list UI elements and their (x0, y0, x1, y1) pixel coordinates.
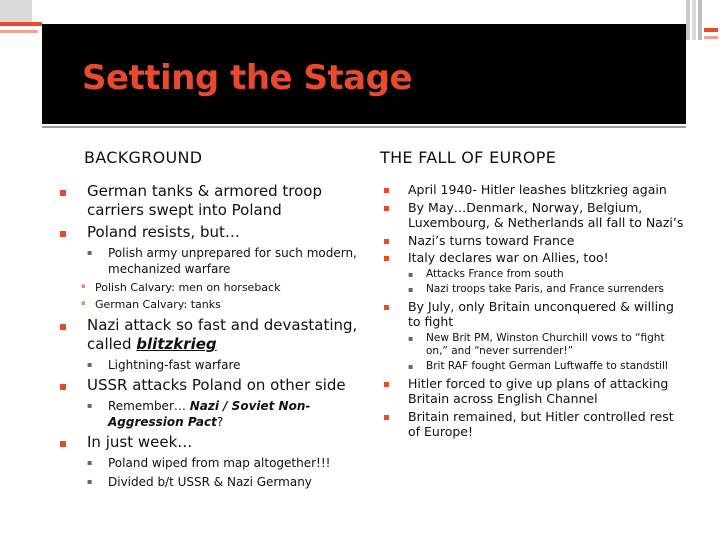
list-item (60, 316, 360, 354)
sub-bullet-icon: ▪ (87, 359, 93, 369)
sub-list-item-text: Divided b/t USSR & Nazi Germany (108, 475, 312, 489)
sub-sub-bullet-icon: ▪ (81, 281, 86, 290)
sub-sub-bullet-icon: ▪ (81, 298, 86, 307)
list-item-text: Hitler forced to give up plans of attacking Britain across English Channel (408, 375, 669, 406)
list-item-text: USSR attacks Poland on other side (87, 376, 346, 394)
list-item (60, 223, 360, 242)
list-item (60, 376, 360, 395)
list-item-text: April 1940- Hitler leashes blitzkrieg again (408, 182, 667, 197)
sub-bullet-icon: ▪ (87, 457, 93, 467)
list-item-text: Nazi’s turns toward France (408, 232, 575, 248)
sub-bullet-icon: ▪ (408, 334, 414, 344)
list-item-text: In just week… (87, 433, 193, 451)
sub-bullet-icon: ▪ (87, 476, 93, 486)
sub-sub-list-item (81, 297, 360, 312)
left-column-heading: BACKGROUND (84, 148, 203, 167)
sub-bullet-icon: ▪ (87, 247, 93, 257)
sub-list-item (87, 357, 360, 373)
sub-list-item-text: ? (216, 415, 224, 429)
right-column-heading: THE FALL OF EUROPE (380, 148, 557, 167)
blitzkrieg-term: blitzkrieg (136, 335, 217, 353)
sub-bullet-icon: ▪ (408, 362, 414, 372)
list-item-text: Britain remained, but Hitler controlled rest of Europe! (408, 408, 674, 439)
bullet-icon (384, 256, 389, 261)
bullet-icon (384, 188, 389, 193)
sub-list-item (408, 283, 684, 296)
sub-list-item-text: Brit RAF fought German Luftwaffe to standstill (426, 359, 668, 372)
bullet-icon (384, 206, 389, 211)
list-item (384, 250, 684, 266)
list-item-text: German tanks & armored troop carriers swept into Poland (87, 182, 322, 219)
sub-list-item-text: Polish army unprepared for such modern, mechanized warfare (108, 246, 357, 276)
sub-list-item (408, 332, 684, 358)
list-item (384, 200, 684, 231)
bullet-icon (384, 305, 389, 310)
sub-bullet-icon: ▪ (87, 400, 93, 410)
sub-list-item (87, 474, 360, 490)
list-item-text: By May…Denmark, Norway, Belgium, Luxembourg, & Netherlands all fall to Nazi’s (408, 199, 684, 230)
bullet-icon (60, 384, 66, 390)
list-item-text: Poland resists, but… (87, 223, 240, 241)
sub-list-item-text: Lightning-fast warfare (108, 358, 241, 372)
list-item (384, 376, 684, 407)
title-divider (42, 126, 686, 128)
list-item (60, 433, 360, 452)
sub-list-item (87, 455, 360, 471)
bullet-icon (384, 415, 389, 420)
sub-sub-list-item-text: German Calvary: tanks (95, 298, 221, 311)
sub-list-item-text: Remember… (108, 399, 190, 413)
list-item-text: Nazi attack so fast and devastating, called (87, 316, 358, 353)
sub-sub-list-item-text: Polish Calvary: men on horseback (95, 281, 281, 294)
sub-list-item (87, 398, 360, 430)
list-item (384, 182, 684, 198)
sub-list-item (408, 360, 684, 373)
corner-decoration-right (680, 0, 720, 60)
list-item (384, 299, 684, 330)
sub-sub-list-item (81, 280, 360, 295)
sub-list-item (87, 245, 360, 277)
bullet-icon (60, 324, 66, 330)
sub-bullet-icon: ▪ (408, 270, 414, 280)
pact-term: Nazi / Soviet Non-Aggression Pact (108, 399, 311, 429)
slide-title: Setting the Stage (82, 58, 413, 98)
sub-list-item (408, 268, 684, 281)
sub-bullet-icon: ▪ (408, 285, 414, 295)
list-item-text: Italy declares war on Allies, too! (408, 250, 609, 265)
left-column (60, 182, 360, 493)
sub-list-item-text: Poland wiped from map altogether!!! (108, 456, 331, 470)
list-item (384, 233, 684, 249)
sub-list-item-text: New Brit PM, Winston Churchill vows to “fight on,” and “never surrender!” (426, 331, 665, 357)
sub-list-item-text: Attacks France from south (426, 267, 564, 280)
bullet-icon (384, 239, 389, 244)
sub-list-item-text: Nazi troops take Paris, and France surrenders (426, 282, 665, 295)
list-item-text: By July, only Britain unconquered & willing to fight (408, 298, 674, 329)
list-item (60, 182, 360, 220)
bullet-icon (384, 382, 389, 387)
bullet-icon (60, 190, 66, 196)
list-item (384, 409, 684, 440)
title-band (42, 24, 686, 124)
right-column (384, 182, 684, 442)
bullet-icon (60, 231, 66, 237)
bullet-icon (60, 441, 66, 447)
